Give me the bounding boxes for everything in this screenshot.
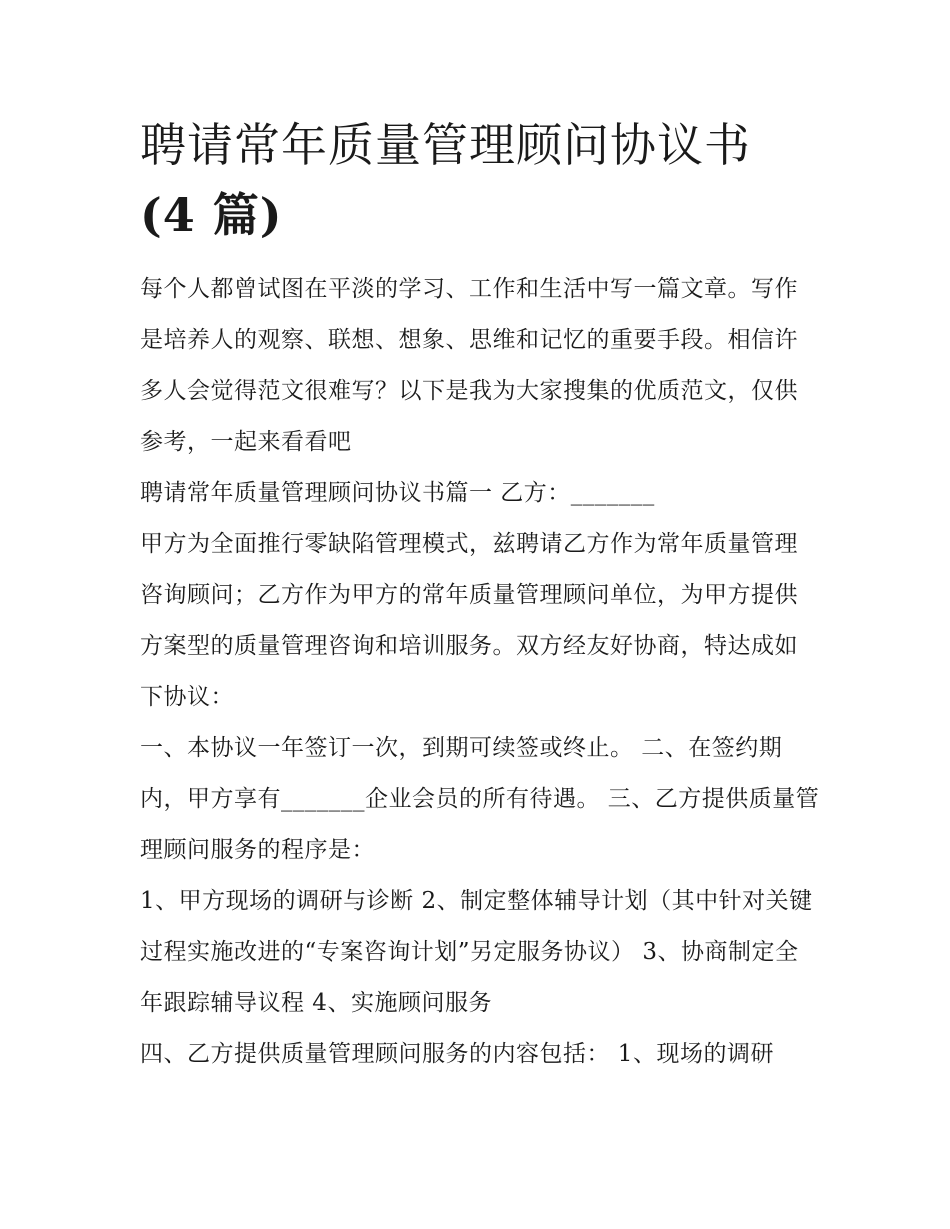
title-line-2: (4 篇) [140, 188, 283, 242]
clauses-one-to-three: 一、本协议一年签订一次，到期可续签或终止。 二、在签约期内，甲方享有_______企业会员的所有待遇。 三、乙方提供质量管理顾问服务的程序是： [140, 735, 820, 863]
title-line-1: 聘请常年质量管理顾问协议书 [140, 118, 751, 172]
section-heading-part-one: 聘请常年质量管理顾问协议书篇一 乙方：_______ [140, 480, 655, 506]
agreement-preamble: 甲方为全面推行零缺陷管理模式，兹聘请乙方作为常年质量管理咨询顾问；乙方作为甲方的常年质量管理顾问单位，为甲方提供方案型的质量管理咨询和培训服务。双方经友好协商，特达成如下协议： [140, 531, 798, 710]
service-procedure-list: 1、甲方现场的调研与诊断 2、制定整体辅导计划（其中针对关键过程实施改进的“专案咨询计划”另定服务协议） 3、协商制定全年跟踪辅导议程 4、实施顾问服务 [140, 888, 813, 1016]
document-title [140, 110, 820, 250]
clause-four: 四、乙方提供质量管理顾问服务的内容包括： 1、现场的调研 [140, 1041, 774, 1067]
document-page [140, 110, 820, 1080]
intro-paragraph: 每个人都曾试图在平淡的学习、工作和生活中写一篇文章。写作是培养人的观察、联想、想象、思维和记忆的重要手段。相信许多人会觉得范文很难写？以下是我为大家搜集的优质范文，仅供参考，一起来看看吧 [140, 276, 798, 455]
